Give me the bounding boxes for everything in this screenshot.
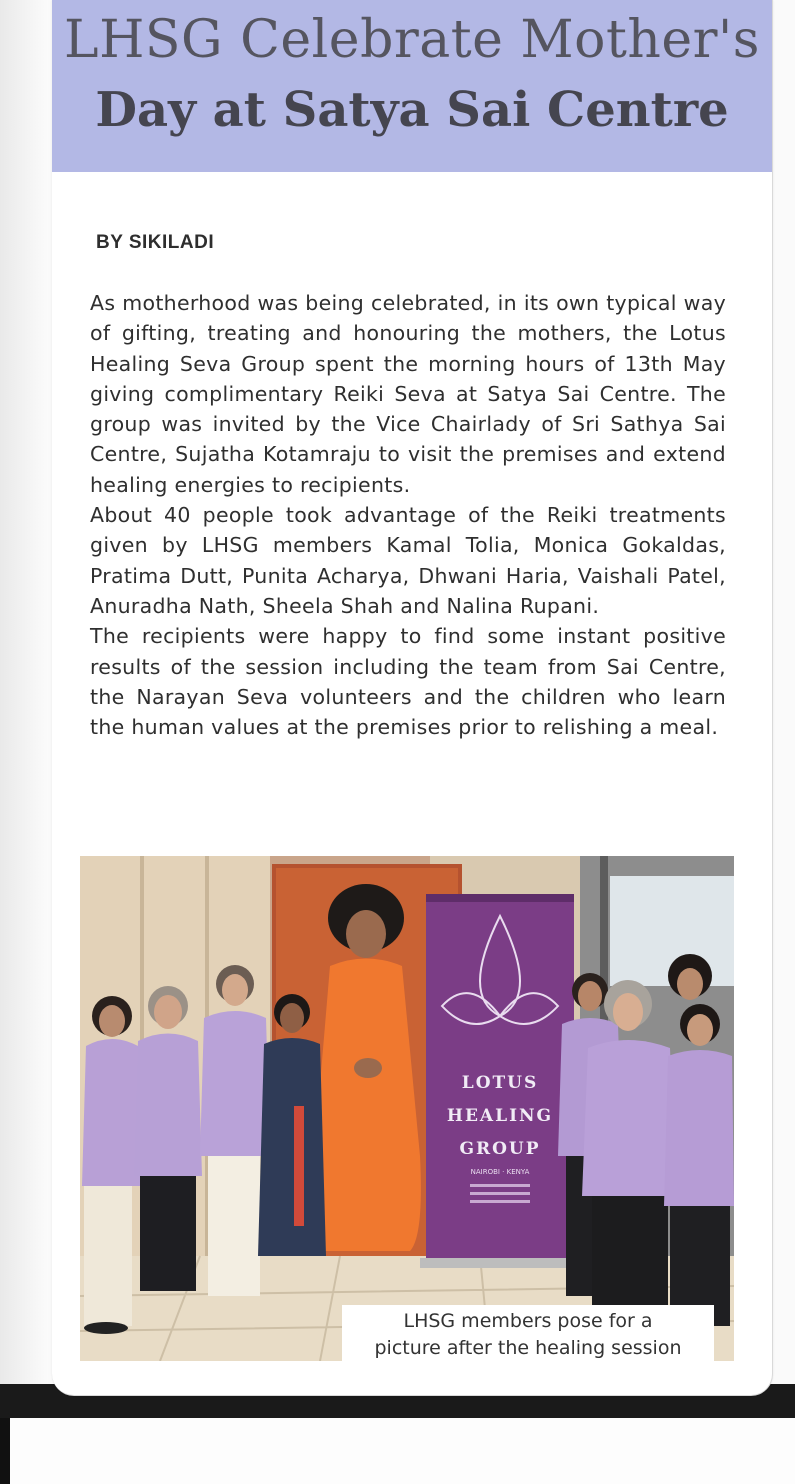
title-band (52, 0, 772, 172)
caption-line-2: picture after the healing session (374, 1337, 682, 1359)
group-photo (80, 856, 734, 1361)
headline-line-2: Day at Satya Sai Centre (95, 82, 729, 138)
paragraph-2: About 40 people took advantage of the Reiki treatments given by LHSG members Kamal Tolia, Monica Gokaldas, Pratima Dutt, Punita Acharya, Dhwani Haria, Vaishali Patel, Anuradha Nath, Sheela Shah and Nalina Rupani. (90, 503, 726, 618)
banner-text-group: GROUP (459, 1139, 541, 1159)
caption-line-1: LHSG members pose for a (403, 1310, 653, 1332)
banner-text-healing: HEALING (446, 1106, 554, 1126)
scan-bottom-margin (0, 1418, 795, 1484)
banner-text-lotus: LOTUS (461, 1073, 539, 1093)
page-fold-shadow (0, 0, 48, 1390)
paragraph-1: As motherhood was being celebrated, in its own typical way of gifting, treating and honouring the mothers, the Lotus Healing Seva Group spent the morning hours of 13th May giving complimentary Reiki Seva at Satya Sai Centre. The group was invited by the Vice Chairlady of Sri Sathya Sai Centre, Sujatha Kotamraju to visit the premises and extend healing energies to recipients. (90, 291, 726, 497)
orange-robe-figure (313, 959, 421, 1252)
byline: BY SIKILADI (96, 232, 215, 253)
paragraph-3: The recipients were happy to find some instant positive results of the session including the team from Sai Centre, the Narayan Seva volunteers and the children who learn the human values at the premises prior to relishing a meal. (90, 624, 726, 740)
headline-line-1: LHSG Celebrate Mother's (64, 10, 760, 70)
article-body (90, 288, 726, 742)
banner-text-location: NAIROBI · KENYA (470, 1168, 530, 1176)
article-card (52, 0, 773, 1396)
photo-caption (342, 1305, 714, 1365)
